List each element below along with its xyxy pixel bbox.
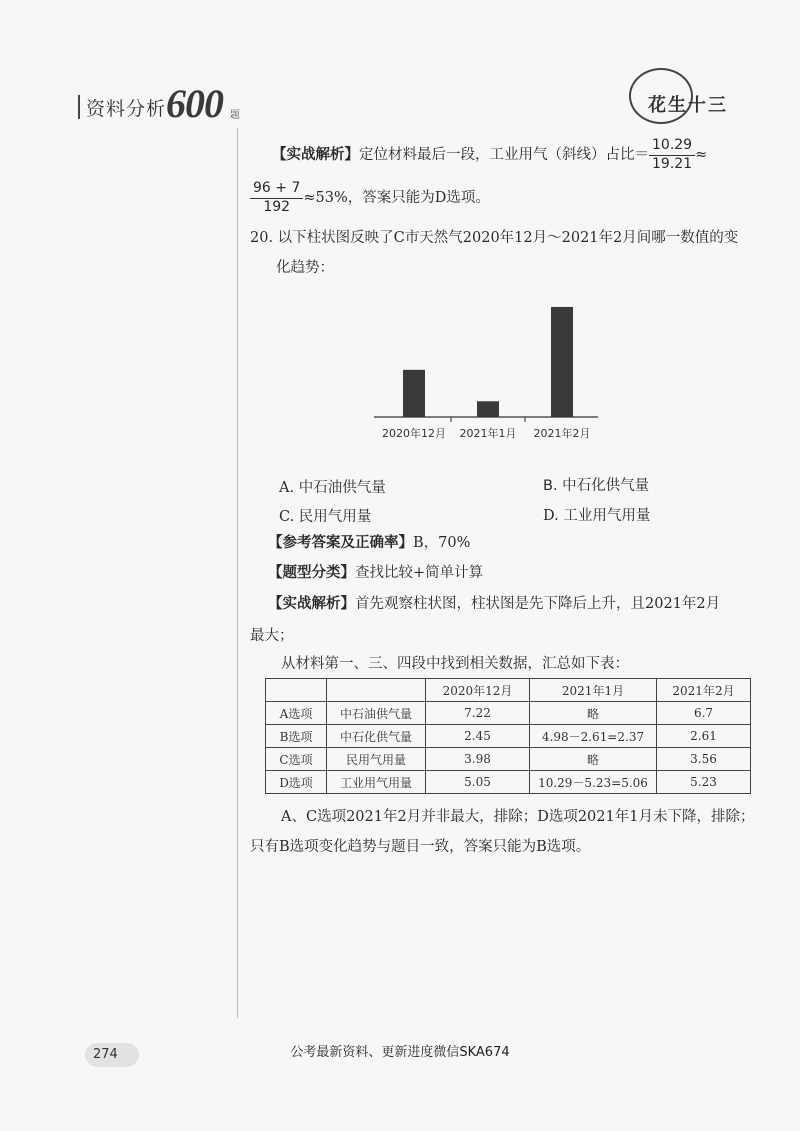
table-header-cell <box>327 679 426 702</box>
fraction-2 <box>250 180 303 216</box>
bar-2 <box>551 307 573 417</box>
footer-note: 公考最新资料、更新进度微信SKA674 <box>290 1045 510 1060</box>
table-cell: 7.22 <box>426 702 530 725</box>
option-c: C. 民用气用量 <box>279 509 372 525</box>
approx-sign: ≈ <box>695 147 708 163</box>
answer-rate <box>268 532 470 555</box>
bar-0 <box>403 370 425 417</box>
table-cell: C选项 <box>266 748 327 771</box>
table-cell: B选项 <box>266 725 327 748</box>
question-number: 20. <box>250 230 274 246</box>
bar-chart <box>372 295 602 447</box>
fraction-2-numerator: 96 + 7 <box>250 180 303 199</box>
brand-logo-text: 花生十三 <box>648 95 728 116</box>
fraction-1-numerator: 10.29 <box>649 137 695 156</box>
fraction-1 <box>649 137 695 173</box>
table-header-cell <box>266 679 327 702</box>
analysis-intro: 从材料第一、三、四段中找到相关数据，汇总如下表： <box>281 656 629 672</box>
table-cell: 6.7 <box>657 702 751 725</box>
table-cell: 2.61 <box>657 725 751 748</box>
table-row <box>266 725 751 748</box>
bar-1 <box>477 401 499 417</box>
table-cell: 2.45 <box>426 725 530 748</box>
option-d: D. 工业用气用量 <box>543 508 651 524</box>
option-a: A. 中石油供气量 <box>279 480 386 496</box>
table-header-cell: 2020年12月 <box>426 679 530 702</box>
table-cell: 5.05 <box>426 771 530 794</box>
question-type <box>268 562 483 585</box>
page-number: 274 <box>85 1043 139 1067</box>
table-cell: 3.56 <box>657 748 751 771</box>
table-header-cell: 2021年1月 <box>530 679 657 702</box>
table-cell: 4.98－2.61=2.37 <box>530 725 657 748</box>
book-title: 资料分析 <box>86 98 167 120</box>
table-cell: 中石油供气量 <box>327 702 426 725</box>
question-type-text: 查找比较+简单计算 <box>355 565 484 581</box>
prev-analysis-result: ≈53%，答案只能为D选项。 <box>303 190 490 206</box>
prev-analysis-line2 <box>250 180 750 216</box>
x-tick-label: 2020年12月 <box>382 427 446 440</box>
prev-analysis-text: 定位材料最后一段，工业用气（斜线）占比＝ <box>359 147 649 163</box>
book-title-suffix: 题 <box>230 110 240 121</box>
x-tick-label: 2021年1月 <box>459 427 517 440</box>
conclusion-line1: A、C选项2021年2月并非最大，排除；D选项2021年1月未下降，排除； <box>281 809 755 825</box>
prev-analysis-tag: 【实战解析】 <box>272 147 359 163</box>
table-cell: 10.29－5.23=5.06 <box>530 771 657 794</box>
table-header-cell: 2021年2月 <box>657 679 751 702</box>
table-row <box>266 771 751 794</box>
analysis-line1 <box>268 593 748 616</box>
prev-analysis-line1 <box>272 137 742 173</box>
fraction-1-denominator: 19.21 <box>652 155 693 172</box>
book-title-number: 600 <box>166 81 223 126</box>
table-cell: 3.98 <box>426 748 530 771</box>
fraction-2-denominator: 192 <box>263 198 291 215</box>
answer-rate-text: B，70% <box>413 535 471 551</box>
table-header-row <box>266 679 751 702</box>
table-row <box>266 702 751 725</box>
table-cell: 略 <box>530 748 657 771</box>
analysis-tag: 【实战解析】 <box>268 596 355 612</box>
data-table <box>265 678 751 794</box>
table-cell: 略 <box>530 702 657 725</box>
table-cell: 5.23 <box>657 771 751 794</box>
header-divider <box>78 95 80 119</box>
question-text-1: 以下柱状图反映了C市天然气2020年12月～2021年2月间哪一数值的变 <box>277 230 739 246</box>
answer-rate-tag: 【参考答案及正确率】 <box>268 535 413 551</box>
margin-rule <box>237 128 238 1018</box>
table-cell: 中石化供气量 <box>327 725 426 748</box>
table-cell: A选项 <box>266 702 327 725</box>
x-tick-label: 2021年2月 <box>533 427 591 440</box>
table-cell: D选项 <box>266 771 327 794</box>
analysis-text-1: 首先观察柱状图，柱状图是先下降后上升，且2021年2月 <box>355 596 721 612</box>
table-cell: 民用气用量 <box>327 748 426 771</box>
question-type-tag: 【题型分类】 <box>268 565 355 581</box>
analysis-text-2: 最大； <box>250 628 294 644</box>
question-text-2: 化趋势： <box>276 260 334 276</box>
table-row <box>266 748 751 771</box>
conclusion-line2: 只有B选项变化趋势与题目一致，答案只能为B选项。 <box>250 839 591 855</box>
question-line1 <box>250 227 750 250</box>
option-b: B. 中石化供气量 <box>543 478 650 494</box>
table-cell: 工业用气用量 <box>327 771 426 794</box>
